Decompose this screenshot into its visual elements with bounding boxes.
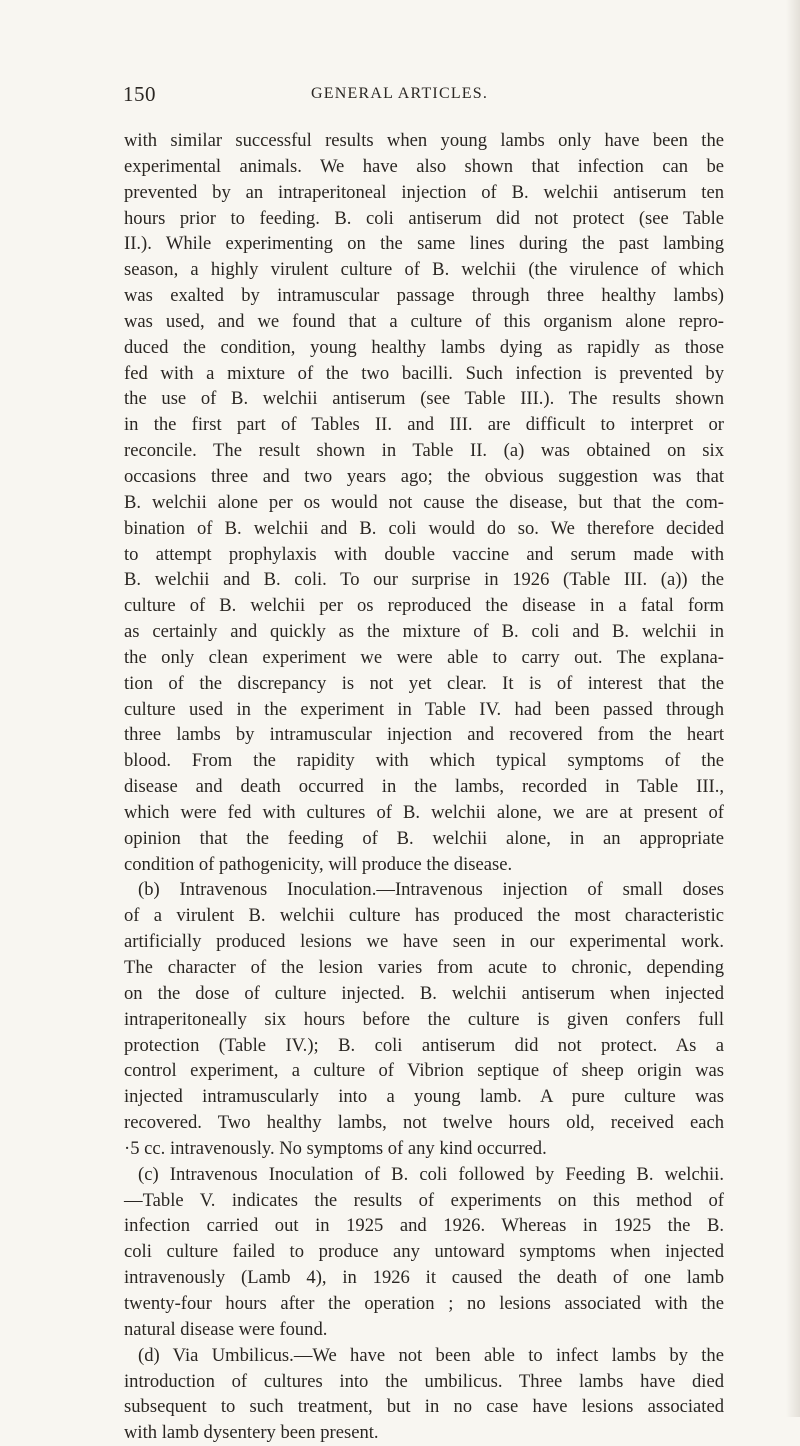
text-line: duced the condition, young healthy lambs dying as rapidly as those <box>124 336 724 358</box>
text-line: intraperitoneally six hours before the culture is given confers full <box>124 1008 724 1030</box>
text-line: —Table V. indicates the results of experiments on this method of <box>124 1189 724 1211</box>
text-line: experimental animals. We have also shown that infection can be <box>124 155 724 177</box>
text-line: in the first part of Tables II. and III. are difficult to interpret or <box>124 414 724 436</box>
text-line: was used, and we found that a culture of this organism alone repro- <box>124 310 724 332</box>
text-line: culture of B. welchii per os reproduced the disease in a fatal form <box>124 595 724 617</box>
text-line: injected intramuscularly into a young lamb. A pure culture was <box>124 1086 724 1108</box>
text-line: reconcile. The result shown in Table II. (a) was obtained on six <box>124 440 724 462</box>
text-line: the use of B. welchii antiserum (see Table III.). The results shown <box>124 388 724 410</box>
text-line: tion of the discrepancy is not yet clear. It is of interest that the <box>124 672 724 694</box>
text-line: blood. From the rapidity with which typical symptoms of the <box>124 750 724 772</box>
text-line: of a virulent B. welchii culture has produced the most characteristic <box>124 905 724 927</box>
text-line: control experiment, a culture of Vibrion septique of sheep origin was <box>124 1060 724 1082</box>
text-line: II.). While experimenting on the same lines during the past lambing <box>124 233 724 255</box>
text-line: opinion that the feeding of B. welchii alone, in an appropriate <box>124 827 724 849</box>
text-line: culture used in the experiment in Table IV. had been passed through <box>124 698 724 720</box>
text-line: season, a highly virulent culture of B. welchii (the virulence of which <box>124 259 724 281</box>
text-line: ·5 cc. intravenously. No symptoms of any kind occurred. <box>124 1137 547 1159</box>
section-c-heading-line: (c) Intravenous Inoculation of B. coli followed by Feeding B. welchii. <box>138 1163 724 1185</box>
text-line: infection carried out in 1925 and 1926. Whereas in 1925 the B. <box>124 1215 724 1237</box>
text-line: with lamb dysentery been present. <box>124 1422 379 1444</box>
text-line: protection (Table IV.); B. coli antiserum did not protect. As a <box>124 1034 724 1056</box>
text-line: hours prior to feeding. B. coli antiserum did not protect (see Table <box>124 207 724 229</box>
text-line: occasions three and two years ago; the obvious suggestion was that <box>124 465 724 487</box>
text-line: bination of B. welchii and B. coli would do so. We therefore decided <box>124 517 724 539</box>
text-line: disease and death occurred in the lambs, recorded in Table III., <box>124 776 724 798</box>
running-head <box>123 82 705 112</box>
text-line: fed with a mixture of the two bacilli. Such infection is prevented by <box>124 362 724 384</box>
text-line: natural disease were found. <box>124 1318 328 1340</box>
text-line: subsequent to such treatment, but in no case have lesions associated <box>124 1396 724 1418</box>
text-line: three lambs by intramuscular injection and recovered from the heart <box>124 724 724 746</box>
article-body <box>124 128 724 1446</box>
text-line: artificially produced lesions we have seen in our experimental work. <box>124 931 724 953</box>
text-line: twenty-four hours after the operation ; no lesions associated with the <box>124 1292 724 1314</box>
text-line: intravenously (Lamb 4), in 1926 it caused the death of one lamb <box>124 1267 724 1289</box>
text-line: on the dose of culture injected. B. welchii antiserum when injected <box>124 982 724 1004</box>
page-number: 150 <box>123 82 156 106</box>
text-line: prevented by an intraperitoneal injection of B. welchii antiserum ten <box>124 181 724 203</box>
text-line: as certainly and quickly as the mixture of B. coli and B. welchii in <box>124 621 724 643</box>
section-d-heading-line: (d) Via Umbilicus.—We have not been able to infect lambs by the <box>138 1344 724 1366</box>
text-line: The character of the lesion varies from acute to chronic, depending <box>124 957 724 978</box>
text-line: introduction of cultures into the umbilicus. Three lambs have died <box>124 1370 724 1392</box>
text-line: to attempt prophylaxis with double vaccine and serum made with <box>124 543 724 565</box>
text-line: was exalted by intramuscular passage through three healthy lambs) <box>124 285 724 307</box>
text-line: coli culture failed to produce any untoward symptoms when injected <box>124 1241 724 1263</box>
text-line: the only clean experiment we were able to carry out. The explana- <box>124 646 724 668</box>
text-line: which were fed with cultures of B. welchii alone, we are at present of <box>124 801 724 823</box>
text-line: recovered. Two healthy lambs, not twelve hours old, received each <box>124 1112 724 1134</box>
text-line: condition of pathogenicity, will produce the disease. <box>124 853 513 875</box>
running-title: GENERAL ARTICLES. <box>311 85 489 102</box>
text-line: with similar successful results when young lambs only have been the <box>124 130 724 151</box>
page-edge-shadow <box>786 0 800 1417</box>
text-line: B. welchii alone per os would not cause the disease, but that the com- <box>124 491 724 513</box>
text-line: B. welchii and B. coli. To our surprise in 1926 (Table III. (a)) the <box>124 569 724 591</box>
section-b-heading-line: (b) Intravenous Inoculation.—Intravenous injection of small doses <box>138 879 724 901</box>
